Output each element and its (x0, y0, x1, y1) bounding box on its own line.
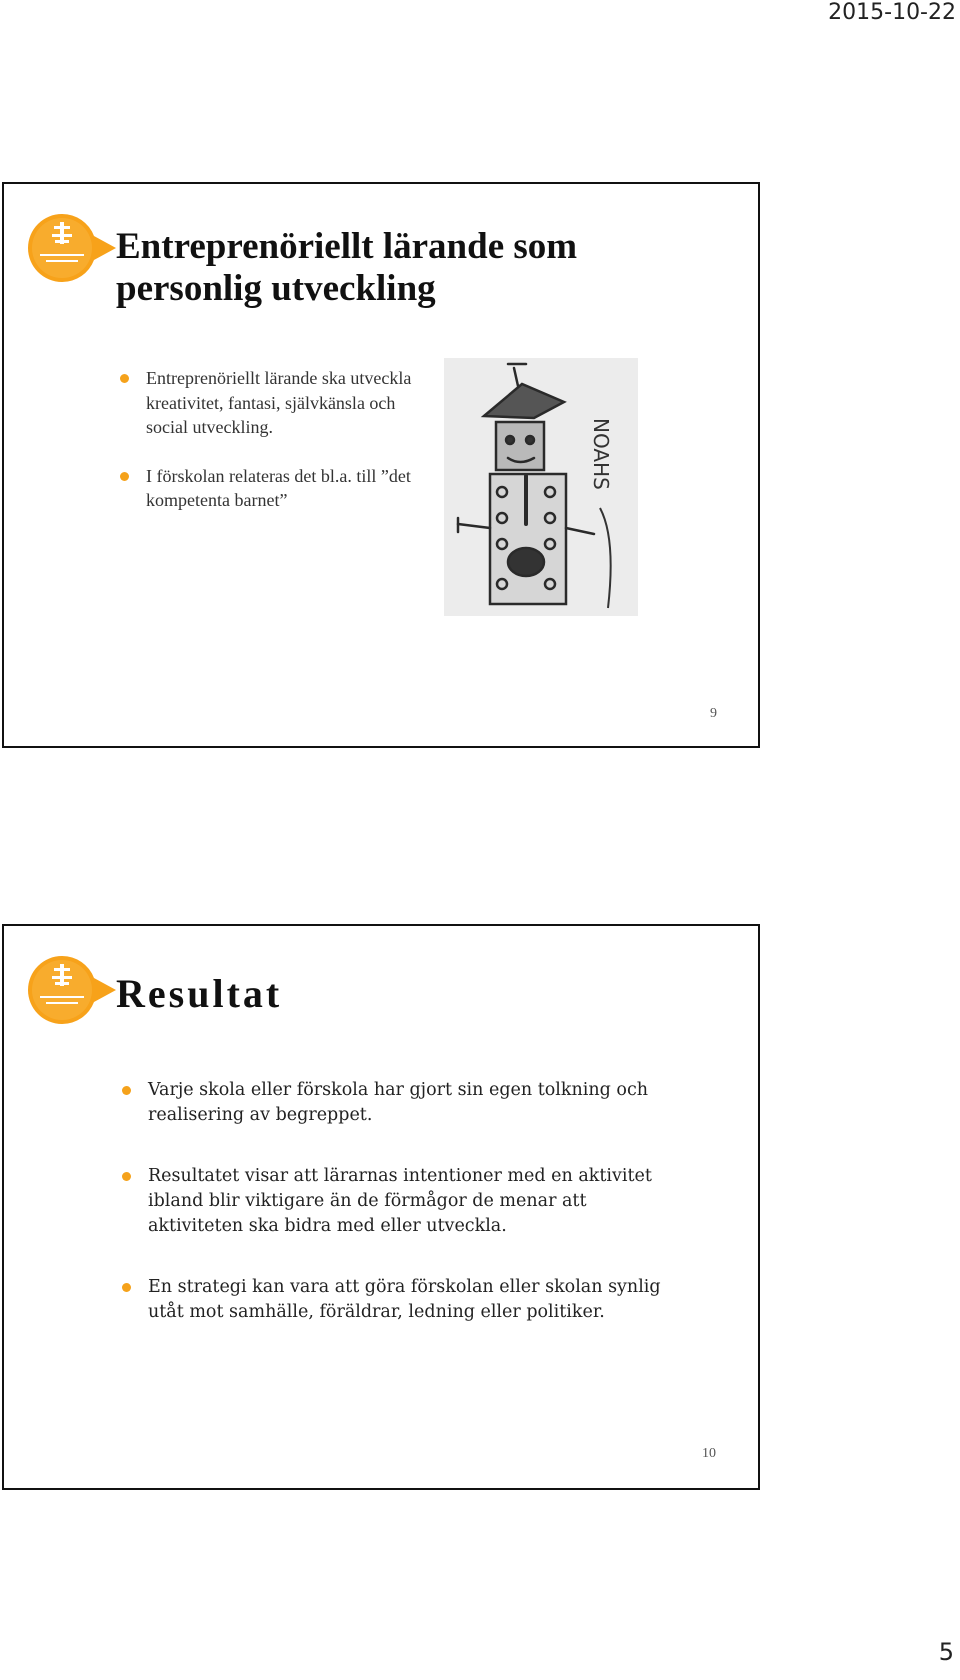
page-date: 2015-10-22 (828, 0, 956, 25)
bullet-text: Resultatet visar att lärarnas intentioner med en aktivitet ibland blir viktigare än de förmågor de menar att aktiviteten ska bidra med eller utveckla. (148, 1166, 652, 1236)
child-drawing-image (444, 358, 638, 616)
bullet-list (120, 366, 420, 537)
slide-title: Entreprenöriellt lärande som personlig utveckling (116, 226, 578, 309)
bullet-text: I förskolan relateras det bl.a. till ”det kompetenta barnet” (146, 465, 411, 510)
slide-number: 10 (702, 1446, 716, 1461)
list-item (120, 464, 420, 513)
slide-9 (2, 182, 760, 748)
list-item (122, 1164, 682, 1239)
bullet-dot-icon (120, 374, 129, 383)
list-item (122, 1275, 682, 1325)
bullet-text: Entreprenöriellt lärande ska utveckla kreativitet, fantasi, självkänsla och social utveckling. (146, 368, 412, 437)
university-logo (22, 210, 118, 286)
bullet-dot-icon (122, 1172, 131, 1181)
bullet-dot-icon (122, 1086, 131, 1095)
bullet-dot-icon (120, 472, 129, 481)
bullet-text: Varje skola eller förskola har gjort sin egen tolkning och realisering av begreppet. (148, 1080, 649, 1125)
bullet-dot-icon (122, 1283, 131, 1292)
list-item (120, 366, 420, 440)
university-logo (22, 952, 118, 1028)
drawing-text: NOAHS (589, 418, 613, 490)
bullet-text: En strategi kan vara att göra förskolan eller skolan synlig utåt mot samhälle, föräldrar, ledning eller politiker. (148, 1277, 661, 1322)
slide-title: Resultat (116, 971, 283, 1016)
slide-10 (2, 924, 760, 1490)
page-number: 5 (938, 1638, 954, 1666)
slide-number: 9 (710, 706, 717, 721)
bullet-list (122, 1078, 682, 1361)
list-item (122, 1078, 682, 1128)
